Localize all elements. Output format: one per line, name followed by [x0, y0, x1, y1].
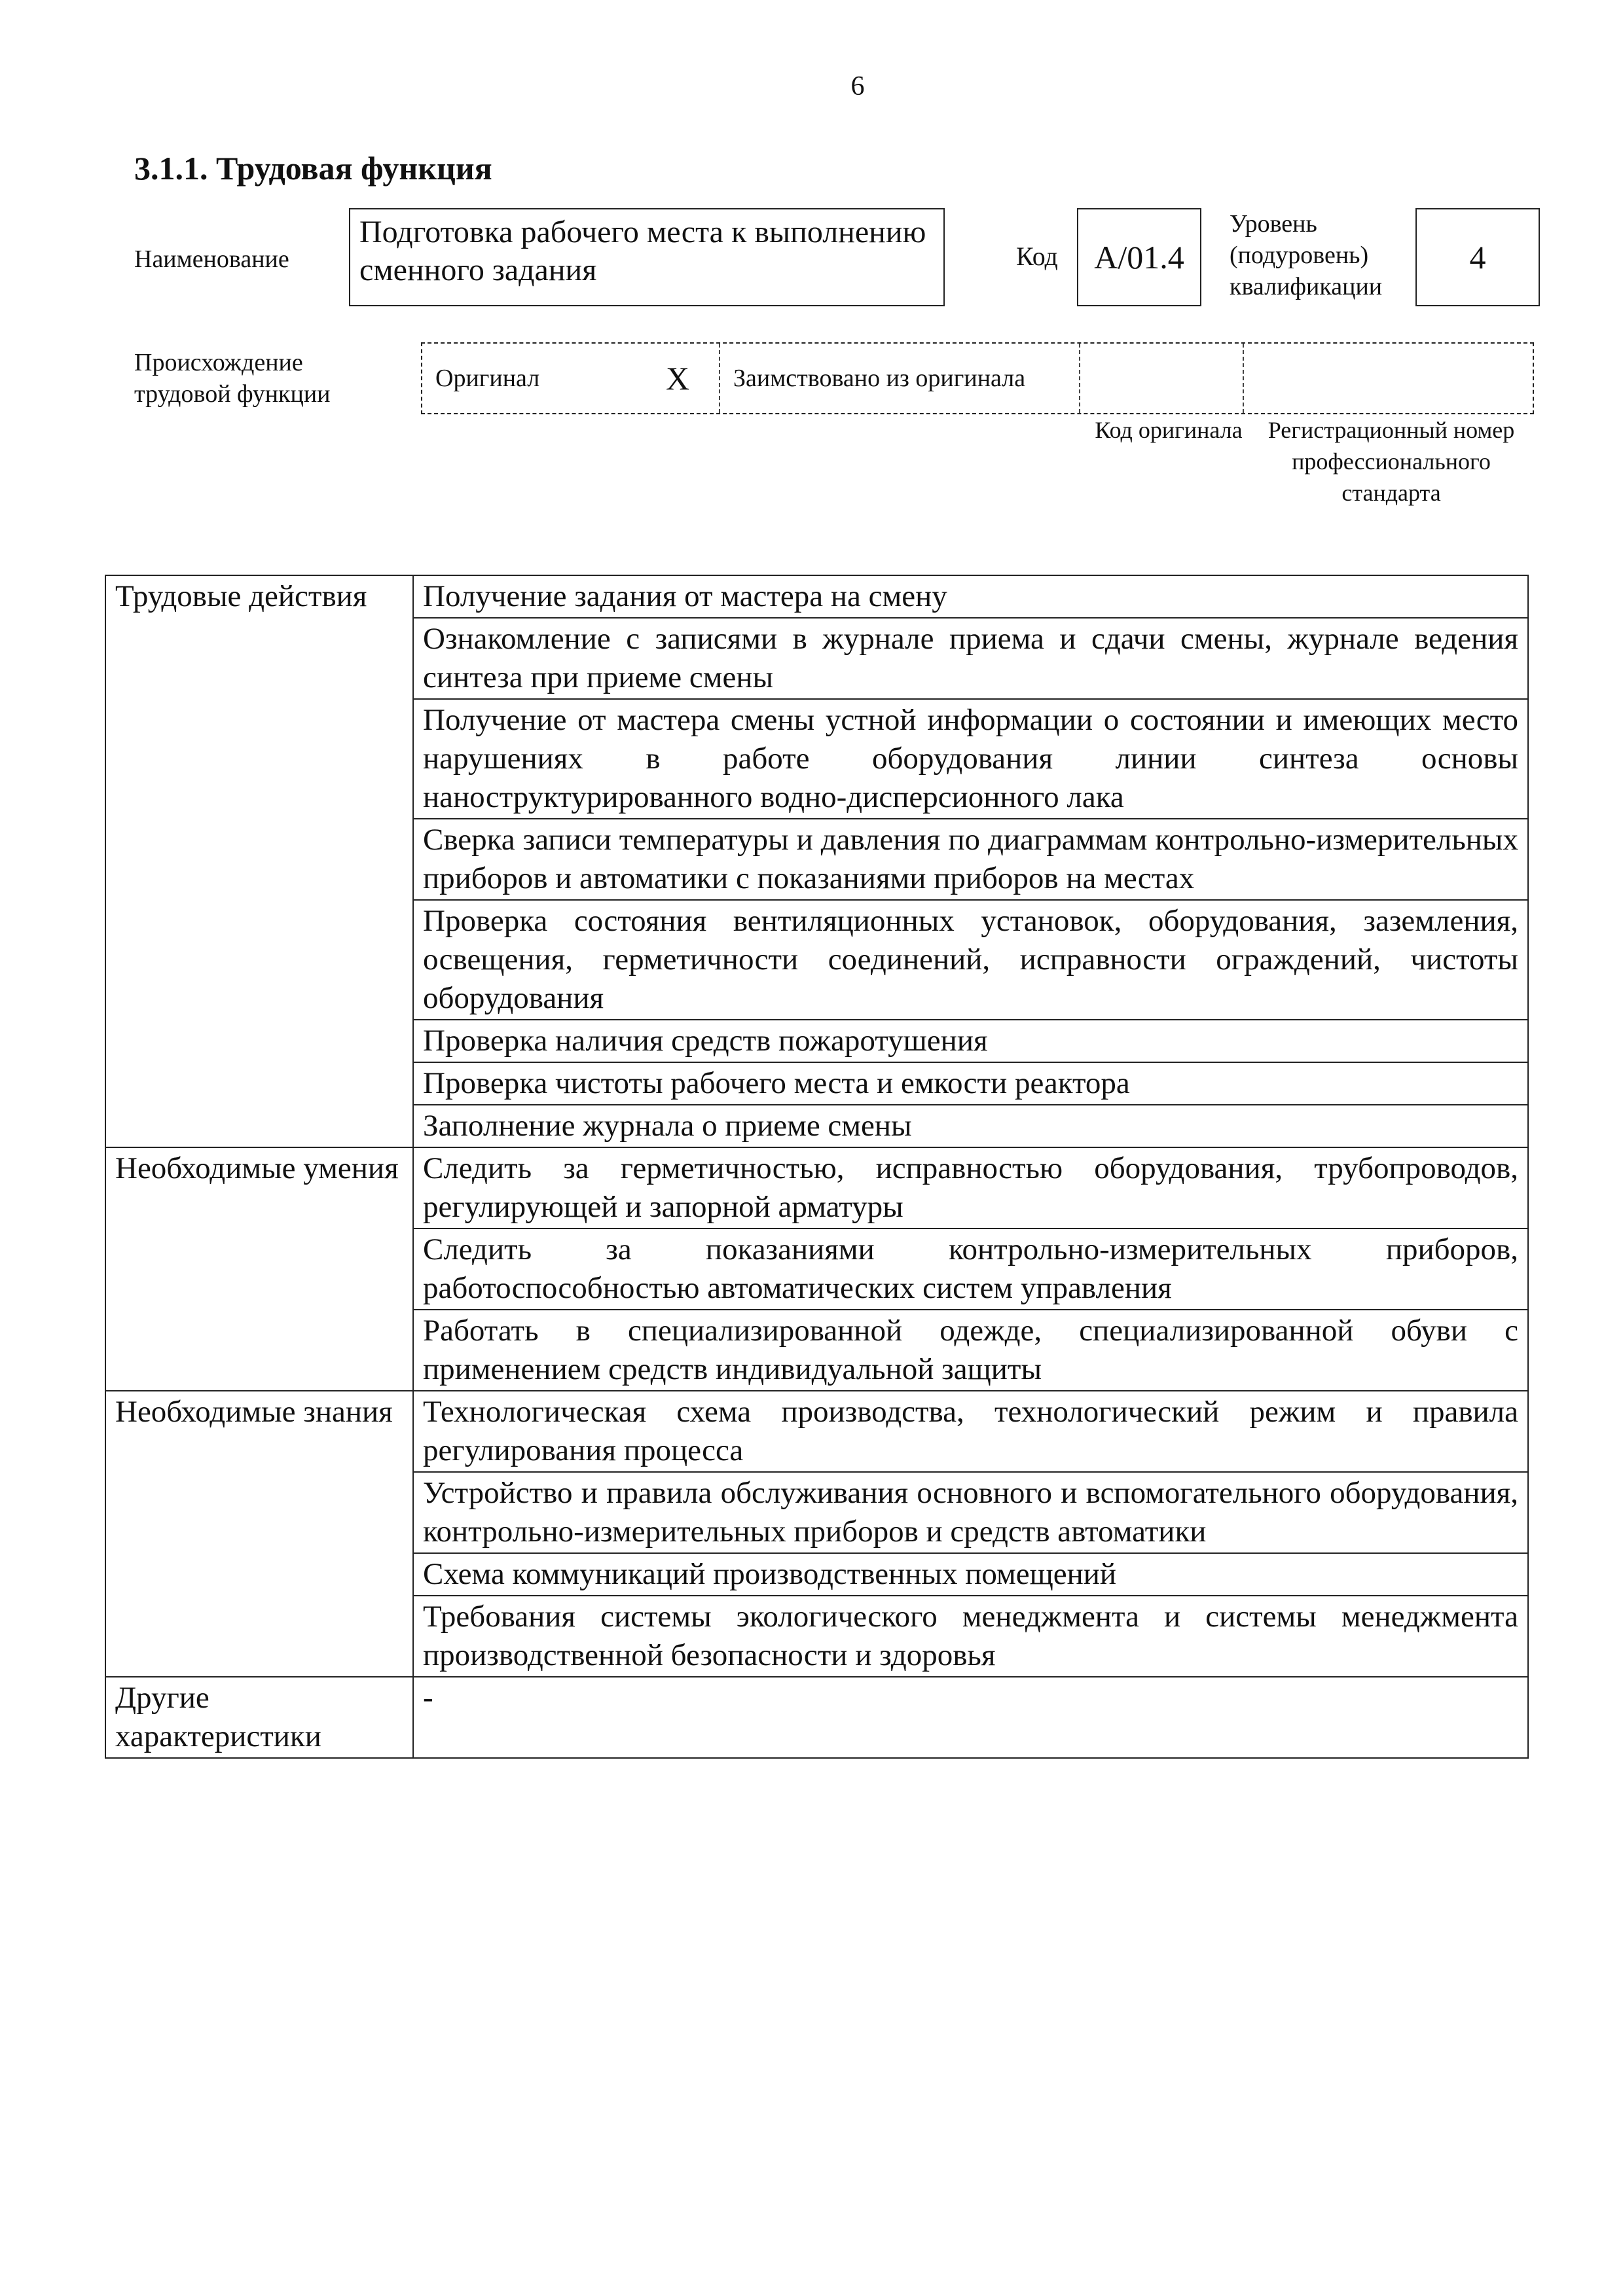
category-cell: Необходимые умения [105, 1147, 413, 1391]
category-cell: Другие характеристики [105, 1677, 413, 1758]
level-label: Уровень (подуровень) квалификации [1230, 210, 1383, 300]
section-title: 3.1.1. Трудовая функция [134, 150, 492, 187]
page-number: 6 [850, 71, 865, 101]
registration-number-cell [1243, 344, 1535, 413]
registration-number-caption: Регистрационный номер профессионального стандарта [1267, 417, 1515, 506]
item-cell: Работать в специализированной одежде, специализированной обуви с применением средств индивидуальной защиты [413, 1310, 1528, 1391]
table-row [105, 575, 1528, 618]
item-cell: Устройство и правила обслуживания основного и вспомогательного оборудования, контрольно-измерительных приборов и средств автоматики [413, 1472, 1528, 1553]
item-cell: Схема коммуникаций производственных помещений [413, 1553, 1528, 1596]
origin-label: Происхождение трудовой функции [134, 349, 331, 408]
item-cell: Проверка наличия средств пожаротушения [413, 1020, 1528, 1062]
item-cell: Проверка состояния вентиляционных установок, оборудования, заземления, освещения, герметичности соединений, исправности ограждений, чистоты оборудования [413, 900, 1528, 1020]
category-cell: Трудовые действия [105, 575, 413, 1147]
item-cell: Получение от мастера смены устной информации о состоянии и имеющих место нарушениях в работе оборудования линии синтеза основы наноструктурированного водно-дисперсионного лака [413, 699, 1528, 819]
original-code-caption: Код оригинала [1095, 417, 1243, 443]
item-cell: - [413, 1677, 1528, 1758]
level-value-box: 4 [1415, 208, 1540, 306]
item-cell: Технологическая схема производства, технологический режим и правила регулирования процесса [413, 1391, 1528, 1472]
original-code-cell [1079, 344, 1243, 413]
table-row [105, 1677, 1528, 1758]
origin-box [421, 342, 1534, 414]
item-cell: Сверка записи температуры и давления по диаграммам контрольно-измерительных приборов и автоматики с показаниями приборов на местах [413, 819, 1528, 900]
original-mark: X [665, 360, 690, 397]
code-value-box: A/01.4 [1077, 208, 1201, 306]
item-cell: Проверка чистоты рабочего места и емкости реактора [413, 1062, 1528, 1105]
item-cell: Следить за показаниями контрольно-измерительных приборов, работоспособностью автоматических систем управления [413, 1229, 1528, 1310]
item-cell: Заполнение журнала о приеме смены [413, 1105, 1528, 1147]
original-label: Оригинал [435, 365, 540, 392]
labor-function-table [105, 575, 1529, 1759]
borrowed-label: Заимствовано из оригинала [719, 344, 1079, 413]
name-label: Наименование [134, 245, 289, 273]
function-name-box: Подготовка рабочего места к выполнению сменного задания [349, 208, 945, 306]
table-row [105, 1391, 1528, 1472]
code-label: Код [1016, 242, 1058, 271]
item-cell: Требования системы экологического менеджмента и системы менеджмента производственной безопасности и здоровья [413, 1596, 1528, 1677]
category-cell: Необходимые знания [105, 1391, 413, 1677]
item-cell: Ознакомление с записями в журнале приема и сдачи смены, журнале ведения синтеза при приеме смены [413, 618, 1528, 699]
item-cell: Получение задания от мастера на смену [413, 575, 1528, 618]
table-row [105, 1147, 1528, 1229]
item-cell: Следить за герметичностью, исправностью оборудования, трубопроводов, регулирующей и запорной арматуры [413, 1147, 1528, 1229]
